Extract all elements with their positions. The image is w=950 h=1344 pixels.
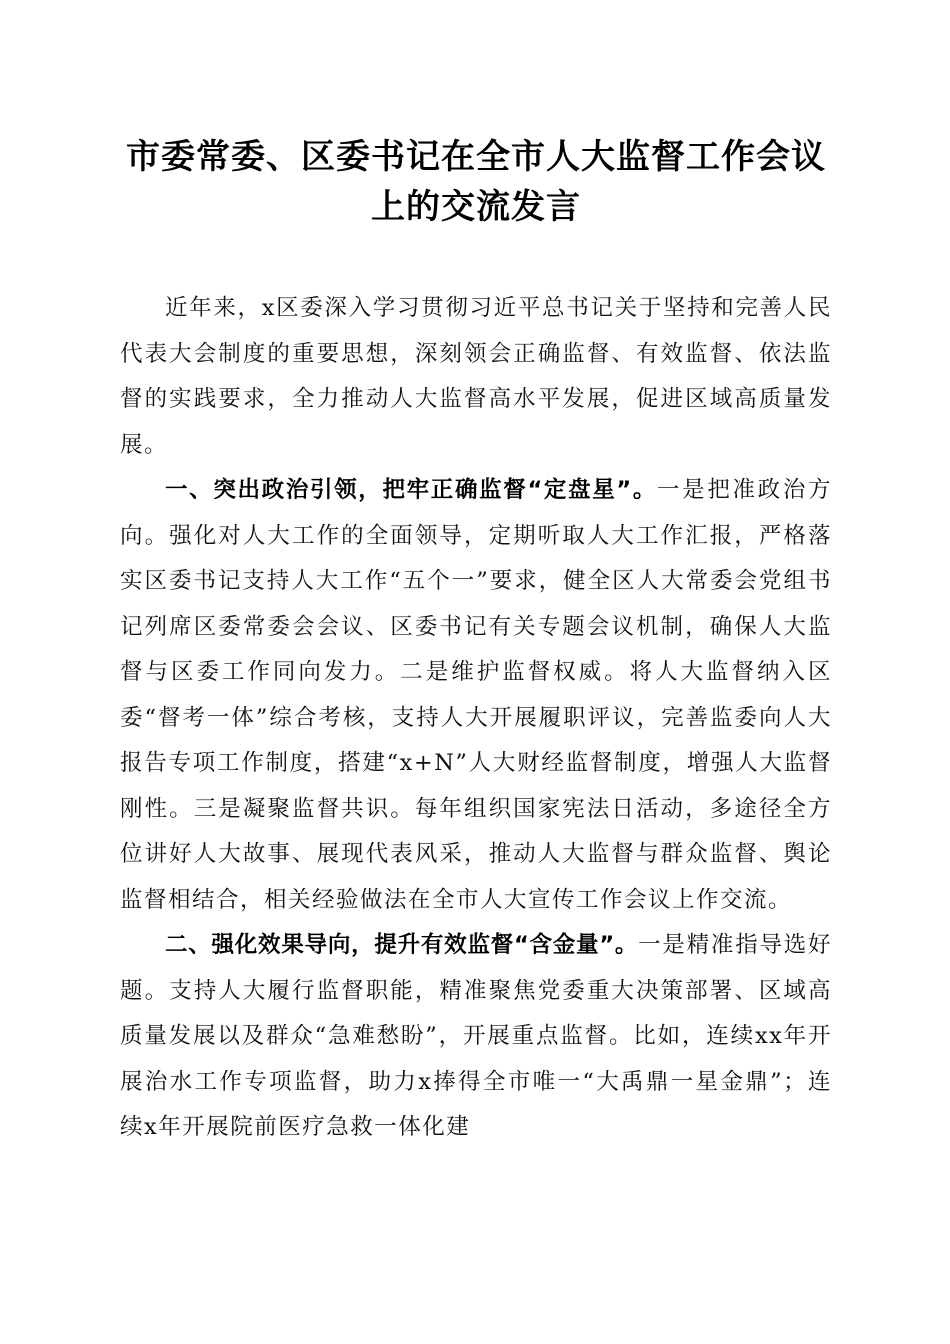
section-2-text: 一是精准指导选好题。支持人大履行监督职能，精准聚焦党委重大决策部署、区域高质量发展以及群众“急难愁盼”，开展重点监督。比如，连续xx年开展治水工作专项监督，助力x捧得全市唯一“大禹鼎一星金鼎”；连续x年开展院前医疗急救一体化建	[120, 932, 832, 1140]
title-line-2: 上的交流发言	[371, 187, 581, 227]
document-title	[120, 132, 832, 232]
section-2-paragraph	[120, 923, 832, 1151]
section-1-heading: 一、突出政治引领，把牢正确监督“定盘星”。	[165, 477, 658, 503]
title-line-1: 市委常委、区委书记在全市人大监督工作会议	[126, 137, 826, 177]
intro-paragraph	[120, 286, 832, 468]
section-1-text: 一是把准政治方向。强化对人大工作的全面领导，定期听取人大工作汇报，严格落实区委书记支持人大工作“五个一”要求，健全区人大常委会党组书记列席区委常委会会议、区委书记有关专题会议机制，确保人大监督与区委工作同向发力。二是维护监督权威。将人大监督纳入区委“督考一体”综合考核，支持人大开展履职评议，完善监委向人大报告专项工作制度，搭建“x+N”人大财经监督制度，增强人大监督刚性。三是凝聚监督共识。每年组织国家宪法日活动，多途径全方位讲好人大故事、展现代表风采，推动人大监督与群众监督、舆论监督相结合，相关经验做法在全市人大宣传工作会议上作交流。	[120, 477, 832, 913]
section-2-heading: 二、强化效果导向，提升有效监督“含金量”。	[165, 932, 639, 958]
section-1-paragraph	[120, 468, 832, 923]
intro-text: 近年来，x区委深入学习贯彻习近平总书记关于坚持和完善人民代表大会制度的重要思想，深刻领会正确监督、有效监督、依法监督的实践要求，全力推动人大监督高水平发展，促进区域高质量发展。	[120, 295, 832, 458]
document-page	[120, 132, 832, 1151]
document-body	[120, 286, 832, 1151]
